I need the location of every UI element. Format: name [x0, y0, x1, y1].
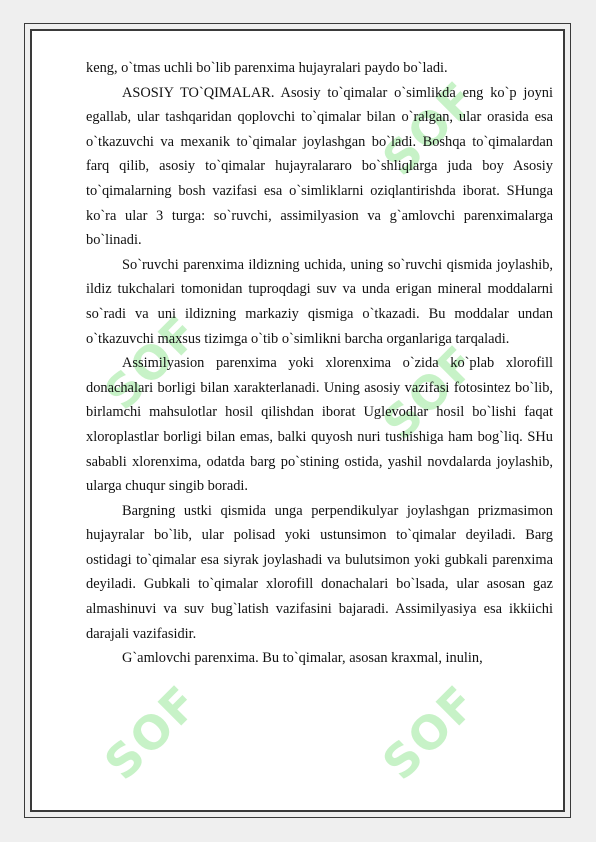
paragraph-barg-toqimalari: Bargning ustki qismida unga perpendikulyar joylashgan prizmasimon hujayralar bo`lib, ular polisad yoki ustunsimon to`qimalar deyiladi. Barg ostidagi to`qimalar esa siyrak joylashadi va bulutsimon yoki gubkali parenxima deyiladi. Gubkali to`qimalar xlorofill donachalari bo`lsada, ular asosan gaz almashinuvi va suv bug`latish vazifasini bajaradi. Assimilyasiya esa ikkiichi darajali vazifasidir. — [86, 502, 553, 642]
paragraph-continuation: keng, o`tmas uchli bo`lib parenxima hujayralari paydo bo`ladi. — [86, 60, 448, 76]
paragraph-assimilyasion-parenxima: Assimilyasion parenxima yoki xlorenxima o`zida ko`plab xlorofill donachalari borligi bilan xarakterlanadi. Uning asosiy vazifasi fotosintez bo`lib, birlamchi mahsulotlar hosil qilishdan iborat Uglevodlar hosil bo`lishi faqat xloroplastlar borligi bilan emas, balki quyosh nuri tushishiga ham bog`liq. SHu sababli xlorenxima, odatda barg po`stining ostida, yashil novdalarda joylashib, ularga chuqur singib boradi. — [86, 355, 553, 495]
watermark-bottom-right: SOF — [372, 674, 488, 791]
paragraph-asosiy-toqimalar: ASOSIY TO`QIMALAR. Asosiy to`qimalar o`simlikda eng ko`p joyni egallab, ular tashqaridan qoplovchi to`qimalar bilan o`ralgan, ular orasida esa o`tkazuvchi va mexanik to`qimalar joylashgan bo`ladi. Boshqa to`qimalardan farq qilib, asosiy to`qimalar hujayralararo bo`shliqlarga juda boy Asosiy to`qimalarning bosh vazifasi esa o`simliklarni oziqlantirishda iborat. SHunga ko`ra ular 3 turga: so`ruvchi, assimilyasion va g`amlovchi parenximalarga bo`linadi. — [86, 84, 553, 249]
paragraph-gamlovchi-parenxima: G`amlovchi parenxima. Bu to`qimalar, asosan kraxmal, inulin, — [122, 650, 483, 667]
watermark-top-right: SOF — [372, 70, 488, 187]
watermark-mid-right: SOF — [372, 334, 488, 451]
watermark-bottom-left: SOF — [94, 674, 210, 791]
watermark-mid-left: SOF — [94, 304, 210, 421]
document-body — [86, 56, 553, 671]
paragraph-soruvchi-parenxima: So`ruvchi parenxima ildizning uchida, uning so`ruvchi qismida joylashib, ildiz tukchalari tomonidan tuproqdagi suv va unda erigan mineral moddalarni so`radi va uni ildizning markaziy qismiga o`tkazadi. Bu moddalar undan o`tkazuvchi maxsus tizimga o`tib o`simlikni barcha organlariga tarqaladi. — [86, 256, 553, 347]
